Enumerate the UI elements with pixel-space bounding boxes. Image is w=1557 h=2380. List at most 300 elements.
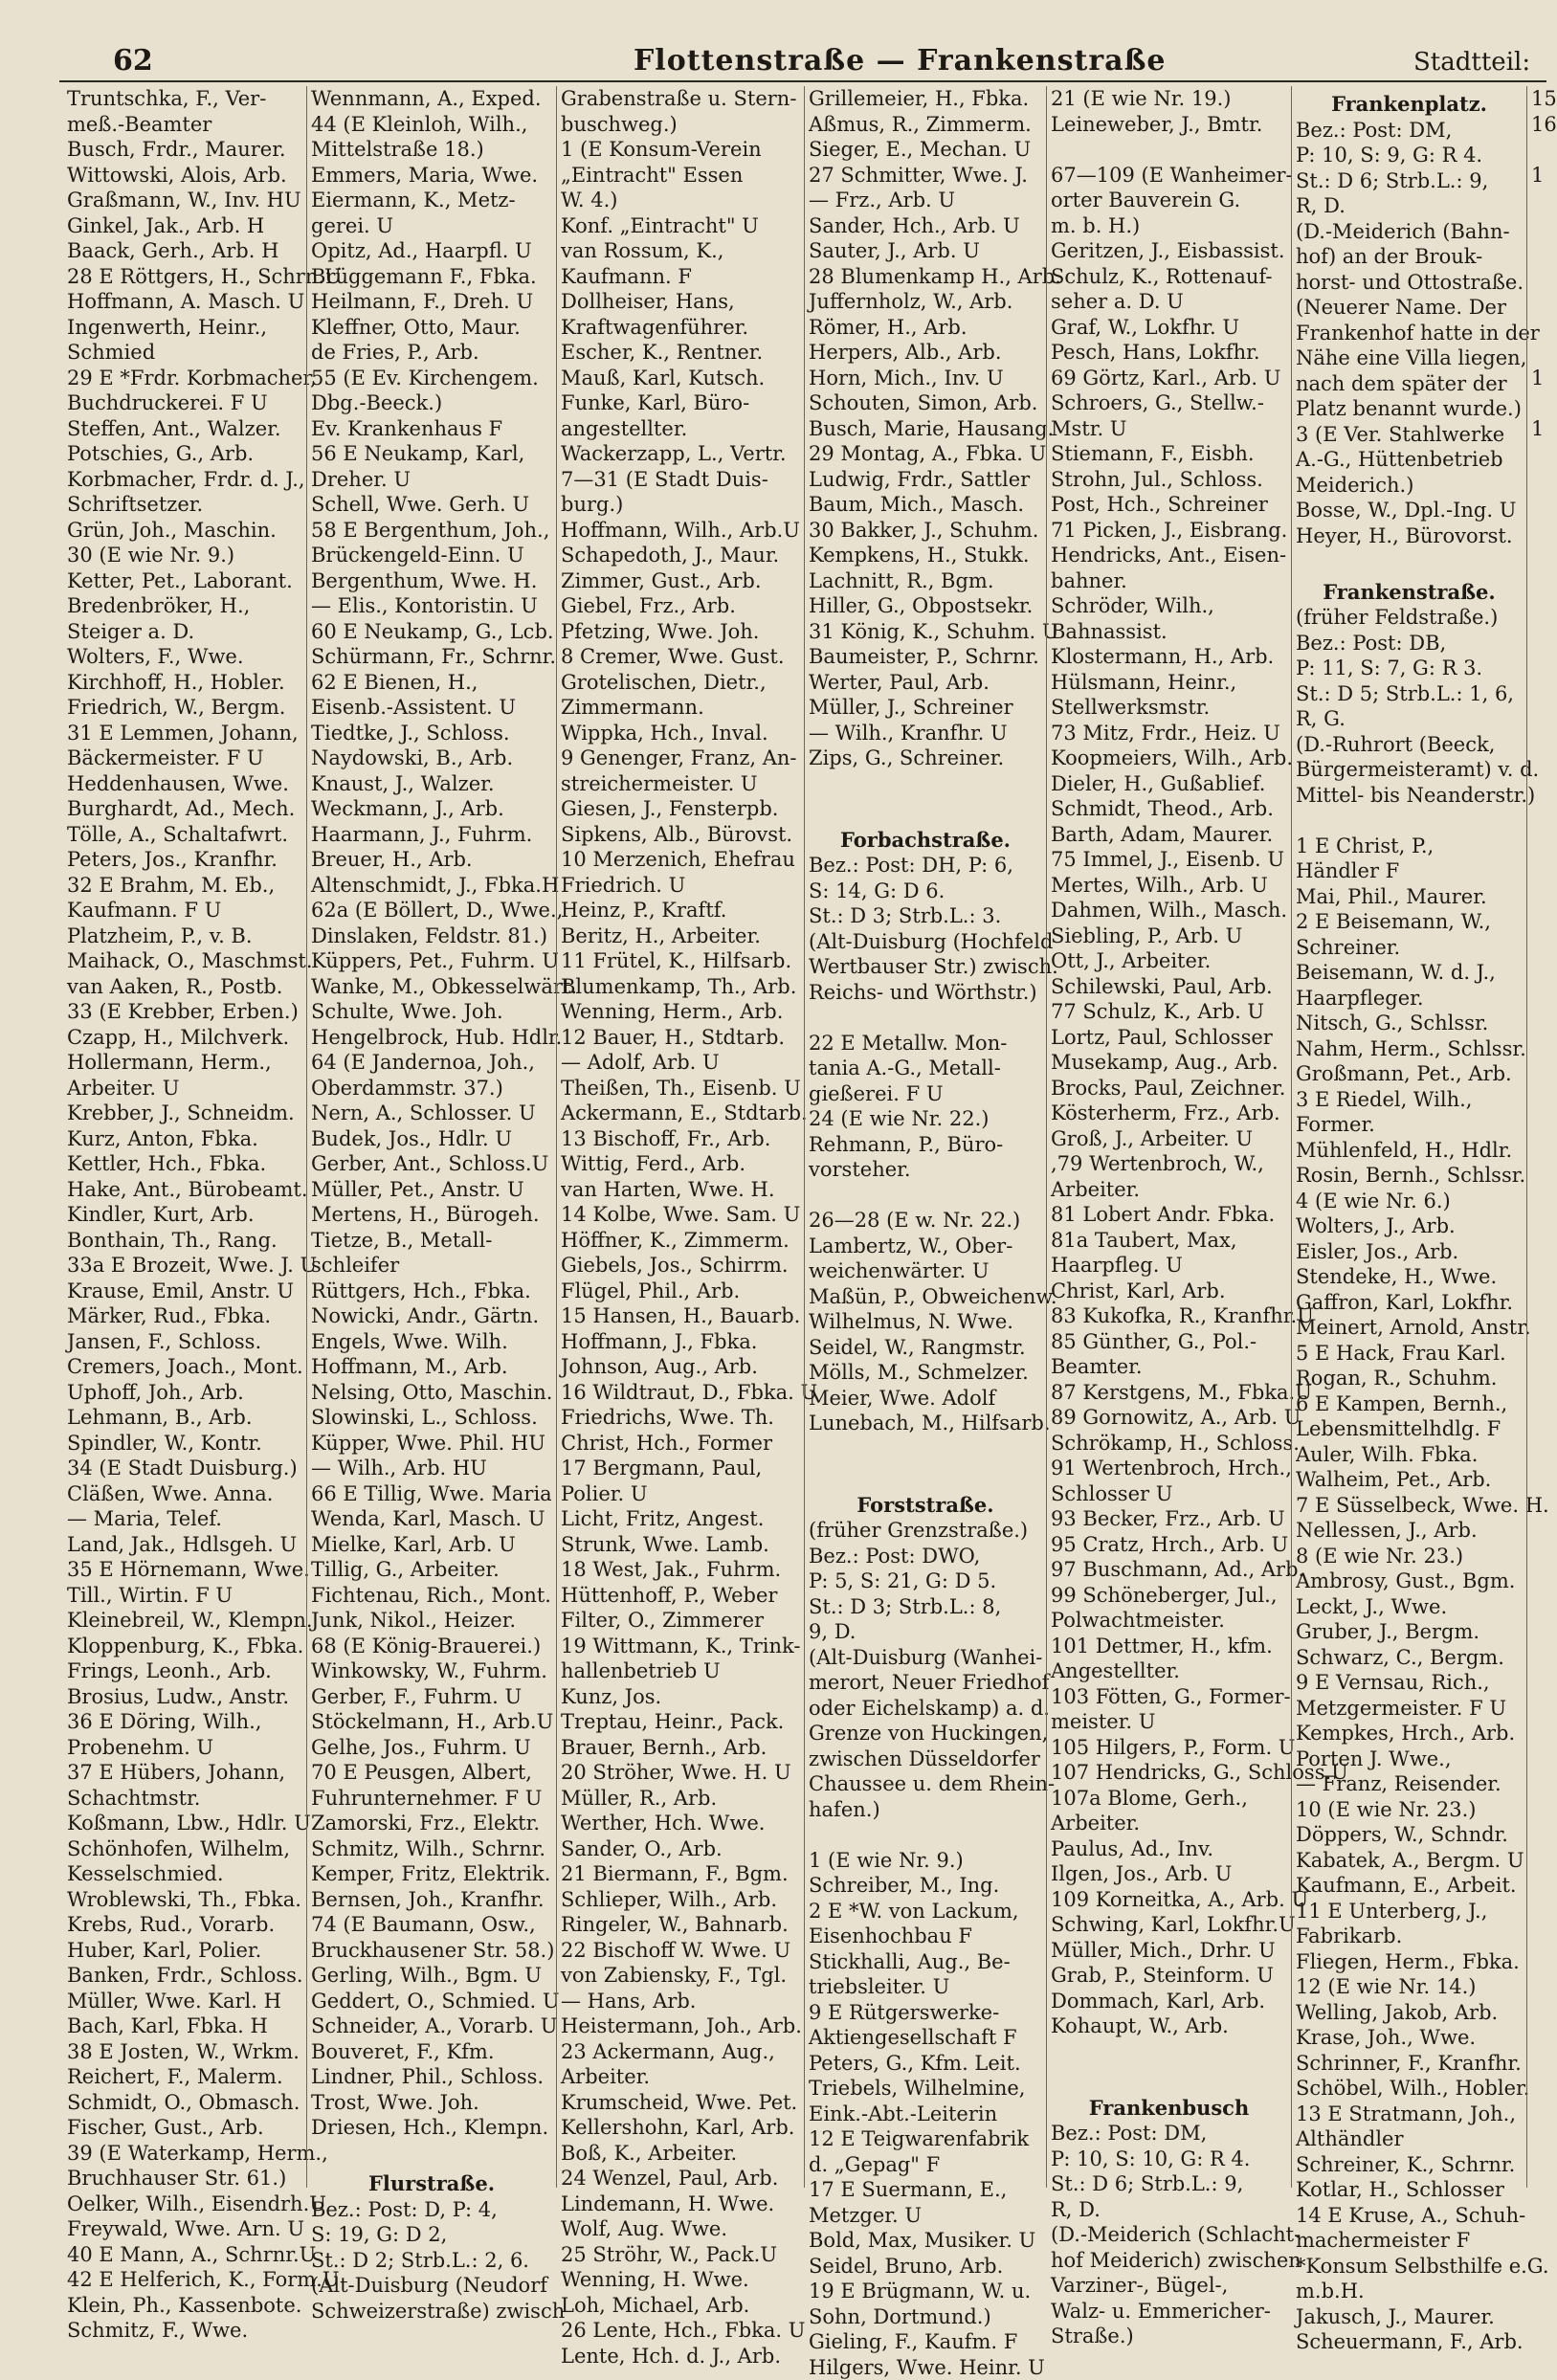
directory-line: Zimmer, Gust., Arb. <box>561 568 800 594</box>
directory-line: meister. U <box>1051 1709 1287 1735</box>
directory-line: Werther, Hch. Wwe. <box>561 1811 800 1836</box>
directory-line: Schreiner, K., Schrnr. <box>1296 2152 1523 2178</box>
directory-line: 2 E Beisemann, W., <box>1296 909 1523 935</box>
directory-line: Schrinner, F., Kranfhr. <box>1296 2051 1523 2077</box>
directory-line: hallenbetrieb U <box>561 1658 800 1684</box>
directory-line: Kirchhoff, H., Hobler. <box>67 670 302 696</box>
directory-line: Müller, R., Arb. <box>561 1786 800 1812</box>
directory-line: Eisenhochbau F <box>809 1924 1042 1949</box>
directory-line: Mauß, Karl, Kutsch. <box>561 366 800 391</box>
directory-line: Schulz, K., Rottenauf- <box>1051 264 1287 290</box>
directory-line: Stiemann, F., Eisbh. <box>1051 441 1287 467</box>
directory-line: Ambrosy, Gust., Bgm. <box>1296 1568 1523 1594</box>
directory-line: Sipkens, Alb., Bürovst. <box>561 822 800 848</box>
directory-line: Winkowsky, W., Fuhrm. <box>311 1658 552 1684</box>
directory-line: Knaust, J., Walzer. <box>311 771 552 797</box>
directory-line: Römer, H., Arb. <box>809 315 1042 341</box>
directory-line: 26—28 (E w. Nr. 22.) <box>809 1208 1042 1234</box>
page-header <box>59 38 1546 82</box>
directory-line: Paulus, Ad., Inv. <box>1051 1836 1287 1862</box>
directory-line: 30 Bakker, J., Schuhm. <box>809 518 1042 544</box>
directory-line: 17 E Suermann, E., <box>809 2177 1042 2203</box>
directory-line: Döppers, W., Schndr. <box>1296 1822 1523 1848</box>
directory-line: vorsteher. <box>809 1157 1042 1183</box>
directory-line: Ott, J., Arbeiter. <box>1051 948 1287 974</box>
directory-line: Sauter, J., Arb. U <box>809 238 1042 264</box>
directory-line: Oberdammstr. 37.) <box>311 1076 552 1101</box>
directory-line: Rogan, R., Schuhm. <box>1296 1366 1523 1391</box>
directory-line: 37 E Hübers, Johann, <box>67 1760 302 1786</box>
directory-line: Kettler, Hch., Fbka. <box>67 1151 302 1177</box>
directory-line: 35 E Hörnemann, Wwe. <box>67 1557 302 1583</box>
directory-line: (D.-Meiderich (Schlacht- <box>1051 2222 1287 2248</box>
directory-line: Dieler, H., Gußablief. <box>1051 771 1287 797</box>
directory-line: Driesen, Hch., Klempn. <box>311 2115 552 2141</box>
directory-line: Wittowski, Alois, Arb. <box>67 163 302 189</box>
directory-line: Bürgermeisteramt) v. d. <box>1296 757 1523 783</box>
directory-line: streichermeister. U <box>561 771 800 797</box>
directory-line: Fuhrunternehmer. F U <box>311 1786 552 1812</box>
directory-line: 9 E Rütgerswerke- <box>809 2000 1042 2026</box>
directory-line: Arbeiter. <box>561 2064 800 2090</box>
directory-line: Freywald, Wwe. Arn. U <box>67 2216 302 2242</box>
directory-line: Kraftwagenführer. <box>561 315 800 341</box>
directory-line: 29 Montag, A., Fbka. U <box>809 441 1042 467</box>
directory-line: Schmidt, Theod., Arb. <box>1051 796 1287 822</box>
directory-line <box>1296 808 1523 834</box>
directory-line: 31 König, K., Schuhm. U <box>809 619 1042 645</box>
directory-line: Porten J. Wwe., <box>1296 1746 1523 1772</box>
directory-line: Hengelbrock, Hub. Hdlr. <box>311 1025 552 1051</box>
directory-line: Haarpfleg. U <box>1051 1253 1287 1279</box>
directory-line: Brückengeld-Einn. U <box>311 543 552 568</box>
directory-line: Schöbel, Wilh., Hobler. <box>1296 2076 1523 2102</box>
directory-line: Mittel- bis Neanderstr.) <box>1296 783 1523 809</box>
directory-line: 62 E Bienen, H., <box>311 670 552 696</box>
directory-line: Former. <box>1296 1112 1523 1138</box>
directory-line: Kleffner, Otto, Maur. <box>311 315 552 341</box>
directory-line: 7—31 (E Stadt Duis- <box>561 467 800 493</box>
directory-line: Budek, Jos., Hdlr. U <box>311 1126 552 1152</box>
directory-line: 109 Korneitka, A., Arb. U <box>1051 1887 1287 1913</box>
directory-line: 22 Bischoff W. Wwe. U <box>561 1938 800 1964</box>
directory-line: Schroers, G., Stellw.- <box>1051 390 1287 416</box>
directory-line: Oelker, Wilh., Eisendrh.U <box>67 2191 302 2217</box>
directory-line <box>1531 137 1543 163</box>
directory-line: buschweg.) <box>561 112 800 138</box>
directory-line: Barth, Adam, Maurer. <box>1051 822 1287 848</box>
directory-line: Sander, O., Arb. <box>561 1836 800 1862</box>
street-heading: Frankenplatz. <box>1296 92 1523 118</box>
directory-line: Schönhofen, Wilhelm, <box>67 1836 302 1862</box>
directory-line: 93 Becker, Frz., Arb. U <box>1051 1506 1287 1532</box>
directory-line: Kurz, Anton, Fbka. <box>67 1126 302 1152</box>
directory-line: Stöckelmann, H., Arb.U <box>311 1709 552 1735</box>
directory-line: Seidel, Bruno, Arb. <box>809 2254 1042 2280</box>
directory-line: Pesch, Hans, Lokfhr. <box>1051 340 1287 366</box>
directory-line: Ev. Krankenhaus F <box>311 416 552 442</box>
directory-line: Lambertz, W., Ober- <box>809 1234 1042 1259</box>
directory-line: Kaufmann, E., Arbeit. <box>1296 1873 1523 1899</box>
directory-line: Hoffmann, J., Fbka. <box>561 1329 800 1355</box>
directory-line: Gerber, F., Fuhrm. U <box>311 1684 552 1710</box>
directory-line: Haarpfleger. <box>1296 986 1523 1012</box>
directory-line: 21 (E wie Nr. 19.) <box>1051 86 1287 112</box>
directory-line: Weckmann, J., Arb. <box>311 796 552 822</box>
directory-line: Huber, Karl, Polier. <box>67 1938 302 1964</box>
directory-line: Krebber, J., Schneidm. <box>67 1101 302 1126</box>
directory-line: Scheuermann, F., Arb. <box>1296 2329 1523 2355</box>
directory-line <box>809 1822 1042 1848</box>
directory-line: 95 Cratz, Hrch., Arb. U <box>1051 1532 1287 1558</box>
directory-line: 5 E Hack, Frau Karl. <box>1296 1341 1523 1367</box>
directory-line: triebsleiter. U <box>809 1974 1042 2000</box>
directory-line: Zimmermann. <box>561 695 800 721</box>
directory-line: Grabenstraße u. Stern- <box>561 86 800 112</box>
directory-line: horst- und Ottostraße. <box>1296 270 1523 296</box>
directory-line: Gieling, F., Kaufm. F <box>809 2329 1042 2355</box>
directory-line: van Rossum, K., <box>561 238 800 264</box>
directory-line: Baum, Mich., Masch. <box>809 492 1042 518</box>
directory-line: Gelhe, Jos., Fuhrm. U <box>311 1735 552 1761</box>
directory-line: (D.-Meiderich (Bahn- <box>1296 219 1523 245</box>
directory-line: Tillig, G., Arbeiter. <box>311 1557 552 1583</box>
directory-line: Bosse, W., Dpl.-Ing. U <box>1296 498 1523 523</box>
directory-line: Lente, Hch. d. J., Arb. <box>561 2344 800 2369</box>
directory-line: 60 E Neukamp, G., Lcb. <box>311 619 552 645</box>
directory-line: Schmidt, O., Obmasch. <box>67 2090 302 2116</box>
directory-line: (D.-Ruhrort (Beeck, <box>1296 732 1523 758</box>
directory-line <box>1296 548 1523 574</box>
directory-line: Probenehm. U <box>67 1735 302 1761</box>
directory-line: Engels, Wwe. Wilh. <box>311 1329 552 1355</box>
directory-line: 16 <box>1531 112 1543 138</box>
directory-line: 89 Gornowitz, A., Arb. U <box>1051 1405 1287 1431</box>
directory-line: 12 E Teigwarenfabrik <box>809 2126 1042 2152</box>
directory-line: Wanke, M., Obkesselwärt. <box>311 974 552 1000</box>
directory-line: 81a Taubert, Max, <box>1051 1228 1287 1254</box>
directory-line: Nelsing, Otto, Maschin. <box>311 1380 552 1406</box>
directory-line: 67—109 (E Wanheimer- <box>1051 163 1287 189</box>
directory-line: 28 Blumenkamp H., Arb. <box>809 264 1042 290</box>
directory-line: 14 Kolbe, Wwe. Sam. U <box>561 1202 800 1228</box>
directory-line: 1 <box>1531 366 1543 391</box>
directory-line: Eiermann, K., Metz- <box>311 188 552 213</box>
directory-line: Schlosser U <box>1051 1481 1287 1507</box>
directory-line: 29 E *Frdr. Korbmacher, <box>67 366 302 391</box>
directory-line: — Maria, Telef. <box>67 1506 302 1532</box>
directory-line: Tiedtke, J., Schloss. <box>311 721 552 746</box>
directory-line: 91 Wertenbroch, Hrch., <box>1051 1456 1287 1481</box>
directory-line: Höffner, K., Zimmerm. <box>561 1228 800 1254</box>
directory-line <box>1531 238 1543 264</box>
directory-line: Sieger, E., Mechan. U <box>809 137 1042 163</box>
directory-line: Schriftsetzer. <box>67 492 302 518</box>
directory-line: Platz benannt wurde.) <box>1296 396 1523 422</box>
directory-line: Ginkel, Jak., Arb. H <box>67 213 302 239</box>
directory-line: Kemper, Fritz, Elektrik. <box>311 1861 552 1887</box>
directory-line: Nern, A., Schlosser. U <box>311 1101 552 1126</box>
directory-line: burg.) <box>561 492 800 518</box>
directory-line: Boß, K., Arbeiter. <box>561 2141 800 2167</box>
directory-line <box>809 771 1042 797</box>
directory-line: 85 Günther, G., Pol.- <box>1051 1329 1287 1355</box>
directory-line: Beisemann, W. d. J., <box>1296 960 1523 986</box>
directory-line: Arbeiter. <box>1051 1177 1287 1203</box>
directory-line: S: 19, G: D 2, <box>311 2222 552 2248</box>
directory-line: Johnson, Aug., Arb. <box>561 1354 800 1380</box>
directory-line: 38 E Josten, W., Wrkm. <box>67 2039 302 2065</box>
directory-line: 55 (E Ev. Kirchengem. <box>311 366 552 391</box>
directory-line: Trost, Wwe. Joh. <box>311 2090 552 2116</box>
directory-line: Musekamp, Aug., Arb. <box>1051 1050 1287 1076</box>
directory-line: 58 E Bergenthum, Joh., <box>311 518 552 544</box>
directory-line: 11 E Unterberg, J., <box>1296 1899 1523 1924</box>
directory-line: 34 (E Stadt Duisburg.) <box>67 1456 302 1481</box>
directory-line: Fabrikarb. <box>1296 1924 1523 1949</box>
directory-line: Grotelischen, Dietr., <box>561 670 800 696</box>
directory-line: Arbeiter. U <box>67 1076 302 1101</box>
directory-line: Sohn, Dortmund.) <box>809 2304 1042 2330</box>
directory-line: Maihack, O., Maschmst. <box>67 948 302 974</box>
directory-line: Reichs- und Wörthstr.) <box>809 980 1042 1006</box>
directory-line: R, G. <box>1296 706 1523 732</box>
directory-line: Hake, Ant., Bürobeamt. <box>67 1177 302 1203</box>
directory-line: Ingenwerth, Heinr., <box>67 315 302 341</box>
directory-line: Gerber, Ant., Schloss.U <box>311 1151 552 1177</box>
directory-column-4 <box>804 86 1046 2188</box>
directory-line: Altenschmidt, J., Fbka.H <box>311 873 552 899</box>
directory-line: Reichert, F., Malerm. <box>67 2064 302 2090</box>
directory-line: Dommach, Karl, Arb. <box>1051 1989 1287 2014</box>
directory-line: Kindler, Kurt, Arb. <box>67 1202 302 1228</box>
directory-line: P: 10, S: 9, G: R 4. <box>1296 143 1523 168</box>
directory-line <box>809 1005 1042 1031</box>
directory-line: 27 Schmitter, Wwe. J. <box>809 163 1042 189</box>
directory-line: von Zabiensky, F., Tgl. <box>561 1963 800 1989</box>
directory-line <box>1531 315 1543 341</box>
directory-line: — Frz., Arb. U <box>809 188 1042 213</box>
directory-line: Müller, Pet., Anstr. U <box>311 1177 552 1203</box>
street-heading: Frankenbusch <box>1051 2096 1287 2122</box>
directory-line: 30 (E wie Nr. 9.) <box>67 543 302 568</box>
directory-line: Heddenhausen, Wwe. <box>67 771 302 797</box>
directory-line: Mittelstraße 18.) <box>311 137 552 163</box>
directory-line: Wenda, Karl, Masch. U <box>311 1506 552 1532</box>
directory-line: Peters, Jos., Kranfhr. <box>67 847 302 873</box>
directory-line: schleifer <box>311 1253 552 1279</box>
directory-line: Kaufmann. F <box>561 264 800 290</box>
directory-line: Müller, Wwe. Karl. H <box>67 1989 302 2014</box>
directory-line: Schmitz, Wilh., Schrnr. <box>311 1836 552 1862</box>
directory-line: Pfetzing, Wwe. Joh. <box>561 619 800 645</box>
directory-line: 1 <box>1531 416 1543 442</box>
directory-line: Beamter. <box>1051 1354 1287 1380</box>
directory-line: Slowinski, L., Schloss. <box>311 1405 552 1431</box>
directory-line: Schell, Wwe. Gerh. U <box>311 492 552 518</box>
directory-line: Kleinebreil, W., Klempn. <box>67 1608 302 1634</box>
directory-line: 62a (E Böllert, D., Wwe., <box>311 898 552 923</box>
directory-line: Kempkes, Hrch., Arb. <box>1296 1721 1523 1746</box>
directory-line: 73 Mitz, Frdr., Heiz. U <box>1051 721 1287 746</box>
directory-line: Bez.: Post: DB, <box>1296 631 1523 656</box>
directory-line: Schouten, Simon, Arb. <box>809 390 1042 416</box>
directory-line: 8 Cremer, Wwe. Gust. <box>561 644 800 670</box>
directory-line: 17 Bergmann, Paul, <box>561 1456 800 1481</box>
directory-line: 66 E Tillig, Wwe. Maria <box>311 1481 552 1507</box>
page-number: 62 <box>113 44 153 78</box>
directory-line: Blumenkamp, Th., Arb. <box>561 974 800 1000</box>
directory-line: 14 E Kruse, A., Schuh- <box>1296 2203 1523 2229</box>
directory-line <box>311 2141 552 2167</box>
directory-line: 21 Biermann, F., Bgm. <box>561 1861 800 1887</box>
directory-line: Lunebach, M., Hilfsarb. <box>809 1411 1042 1436</box>
directory-line: Kunz, Jos. <box>561 1684 800 1710</box>
directory-line: 8 (E wie Nr. 23.) <box>1296 1544 1523 1569</box>
directory-line <box>809 1461 1042 1487</box>
directory-line: Müller, J., Schreiner <box>809 695 1042 721</box>
directory-line: Welling, Jakob, Arb. <box>1296 2000 1523 2026</box>
directory-line: Kotlar, H., Schlosser <box>1296 2177 1523 2203</box>
directory-line: Heyer, H., Bürovorst. <box>1296 523 1523 549</box>
directory-line: P: 11, S: 7, G: R 3. <box>1296 656 1523 681</box>
directory-line: Licht, Fritz, Angest. <box>561 1506 800 1532</box>
directory-line: Mielke, Karl, Arb. U <box>311 1532 552 1558</box>
directory-line: Mühlenfeld, H., Hdlr. <box>1296 1138 1523 1164</box>
directory-line <box>1531 264 1543 290</box>
directory-line: Hoffmann, Wilh., Arb.U <box>561 518 800 544</box>
directory-line: 68 (E König-Brauerei.) <box>311 1634 552 1659</box>
directory-line: 74 (E Baumann, Osw., <box>311 1912 552 1938</box>
directory-line: Funke, Karl, Büro- <box>561 390 800 416</box>
directory-line: Grün, Joh., Maschin. <box>67 518 302 544</box>
directory-line: Wilhelmus, N. Wwe. <box>809 1309 1042 1335</box>
directory-line: 32 E Brahm, M. Eb., <box>67 873 302 899</box>
directory-line: Eisler, Jos., Arb. <box>1296 1239 1523 1265</box>
directory-line: Sander, Hch., Arb. U <box>809 213 1042 239</box>
directory-line: R, D. <box>1296 193 1523 219</box>
directory-line: A.-G., Hüttenbetrieb <box>1296 447 1523 473</box>
directory-line: Schilewski, Paul, Arb. <box>1051 974 1287 1000</box>
directory-line: Hollermann, Herm., <box>67 1050 302 1076</box>
directory-line: Horn, Mich., Inv. U <box>809 366 1042 391</box>
directory-line: Auler, Wilh. Fbka. <box>1296 1442 1523 1468</box>
directory-line: Gruber, J., Bergm. <box>1296 1619 1523 1645</box>
directory-line: Till., Wirtin. F U <box>67 1583 302 1609</box>
directory-line: R, D. <box>1051 2197 1287 2223</box>
directory-line: Giebels, Jos., Schirrm. <box>561 1253 800 1279</box>
directory-line: 19 E Brügmann, W. u. <box>809 2279 1042 2304</box>
directory-line: Althändler <box>1296 2126 1523 2152</box>
directory-line: 15 Hansen, H., Bauarb. <box>561 1303 800 1329</box>
directory-line: Nitsch, G., Schlssr. <box>1296 1011 1523 1036</box>
directory-line: gerei. U <box>311 213 552 239</box>
directory-line: Wolters, F., Wwe. <box>67 644 302 670</box>
directory-line: Schmied <box>67 340 302 366</box>
directory-line: 9 E Vernsau, Rich., <box>1296 1670 1523 1696</box>
directory-line: — Wilh., Arb. HU <box>311 1456 552 1481</box>
directory-line: Krase, Joh., Wwe. <box>1296 2025 1523 2051</box>
directory-line: Peters, G., Kfm. Leit. <box>809 2051 1042 2077</box>
running-title: Flottenstraße — Frankenstraße <box>634 44 1166 78</box>
directory-line: Jansen, F., Schloss. <box>67 1329 302 1355</box>
directory-line: 19 Wittmann, K., Trink- <box>561 1634 800 1659</box>
directory-line: Breuer, H., Arb. <box>311 847 552 873</box>
directory-line: weichenwärter. U <box>809 1258 1042 1284</box>
directory-line: Baumeister, P., Schrnr. <box>809 644 1042 670</box>
directory-line: nach dem später der <box>1296 371 1523 397</box>
directory-line: Hoffmann, M., Arb. <box>311 1354 552 1380</box>
directory-line: (früher Feldstraße.) <box>1296 605 1523 631</box>
directory-line: Cläßen, Wwe. Anna. <box>67 1481 302 1507</box>
directory-line: Bez.: Post: DM, <box>1296 118 1523 144</box>
directory-line: Walheim, Pet., Arb. <box>1296 1467 1523 1493</box>
directory-line: — Adolf, Arb. U <box>561 1050 800 1076</box>
directory-line: 69 Görtz, Karl., Arb. U <box>1051 366 1287 391</box>
directory-line: Märker, Rud., Fbka. <box>67 1303 302 1329</box>
directory-line: Mstr. U <box>1051 416 1287 442</box>
directory-line: 83 Kukofka, R., Kranfhr.U <box>1051 1303 1287 1329</box>
directory-line: Lachnitt, R., Bgm. <box>809 568 1042 594</box>
directory-line: — Franz, Reisender. <box>1296 1771 1523 1797</box>
directory-line: Groß, J., Arbeiter. U <box>1051 1126 1287 1152</box>
street-heading: Frankenstraße. <box>1296 580 1523 606</box>
directory-line: (Alt-Duisburg (Wanhei- <box>809 1645 1042 1671</box>
directory-line: (Alt-Duisburg (Hochfeld <box>809 929 1042 955</box>
directory-line: Zamorski, Frz., Elektr. <box>311 1811 552 1836</box>
directory-line: Beritz, H., Arbeiter. <box>561 923 800 949</box>
directory-line: Küpper, Wwe. Phil. HU <box>311 1431 552 1457</box>
directory-line: Dbg.-Beeck.) <box>311 390 552 416</box>
directory-line: 97 Buschmann, Ad., Arb. <box>1051 1557 1287 1583</box>
directory-line: Wennmann, A., Exped. <box>311 86 552 112</box>
directory-line <box>1531 289 1543 315</box>
directory-line: Schmitz, F., Wwe. <box>67 2318 302 2344</box>
directory-line: 25 Ströhr, W., Pack.U <box>561 2242 800 2268</box>
directory-line: Kohaupt, W., Arb. <box>1051 2013 1287 2039</box>
directory-line: W. 4.) <box>561 188 800 213</box>
directory-line: Spindler, W., Kontr. <box>67 1431 302 1457</box>
directory-line: Hoffmann, A. Masch. U <box>67 289 302 315</box>
directory-line: Kösterherm, Frz., Arb. <box>1051 1101 1287 1126</box>
directory-line: Nahm, Herm., Schlssr. <box>1296 1036 1523 1062</box>
directory-line: Walz- u. Emmericher- <box>1051 2299 1287 2324</box>
directory-line: Schreiber, M., Ing. <box>809 1873 1042 1899</box>
directory-line: Angestellter. <box>1051 1658 1287 1684</box>
directory-line: — Wilh., Kranfhr. U <box>809 721 1042 746</box>
directory-line: Chaussee u. dem Rhein- <box>809 1771 1042 1797</box>
directory-line: Heistermann, Joh., Arb. <box>561 2013 800 2039</box>
directory-line: Land, Jak., Hdlsgeh. U <box>67 1532 302 1558</box>
directory-line: Treptau, Heinr., Pack. <box>561 1709 800 1735</box>
directory-line: Nähe eine Villa liegen, <box>1296 345 1523 371</box>
directory-line: Busch, Marie, Hausang. <box>809 416 1042 442</box>
directory-line: Korbmacher, Frdr. d. J., <box>67 467 302 493</box>
directory-line: Wertbauser Str.) zwisch. <box>809 954 1042 980</box>
directory-line: 13 E Stratmann, Joh., <box>1296 2102 1523 2127</box>
directory-line: 9, D. <box>809 1619 1042 1645</box>
directory-line: Koopmeiers, Wilh., Arb. <box>1051 745 1287 771</box>
directory-line: Wippka, Hch., Inval. <box>561 721 800 746</box>
directory-line: Christ, Karl, Arb. <box>1051 1279 1287 1304</box>
directory-line: 15 <box>1531 86 1543 112</box>
directory-line: 12 Bauer, H., Stdtarb. <box>561 1025 800 1051</box>
directory-column-7-cut <box>1526 86 1546 2188</box>
directory-line: Schwing, Karl, Lokfhr.U <box>1051 1912 1287 1938</box>
street-heading: Flurstraße. <box>311 2171 552 2197</box>
directory-line: ,79 Wertenbroch, W., <box>1051 1151 1287 1177</box>
directory-line: 6 E Kampen, Bernh., <box>1296 1391 1523 1417</box>
